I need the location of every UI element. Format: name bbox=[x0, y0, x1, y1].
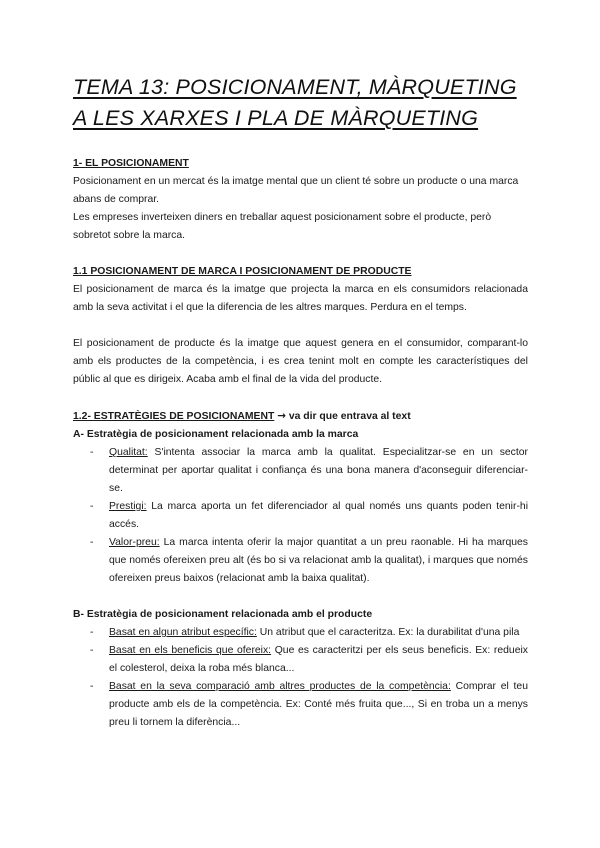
section-1-2-heading: 1.2- ESTRATÈGIES DE POSICIONAMENT bbox=[73, 411, 275, 422]
strategy-b-heading: B- Estratègia de posicionament relacionada amb el producte bbox=[73, 609, 373, 620]
list-item: - Valor-preu: La marca intenta oferir la major quantitat a un preu raonable. Hi ha marques que només ofereixen preu alt (és bo si va relacionat amb la qualitat), i marques que només ofereixen preus baixos (relacionat amb la baixa qualitat). bbox=[109, 534, 528, 588]
term-benefits: Basat en els beneficis que ofereix: bbox=[109, 645, 272, 656]
list-item: - Qualitat: S'intenta associar la marca amb la qualitat. Especialitzar-se en un sector determinat per aportar qualitat i confiança és una bona manera d'aconseguir diferenciar-se. bbox=[109, 444, 528, 498]
section-1-1-heading: 1.1 POSICIONAMENT DE MARCA I POSICIONAMENT DE PRODUCTE bbox=[73, 266, 412, 277]
strategy-b-list bbox=[73, 624, 528, 732]
term-comparison: Basat en la seva comparació amb altres productes de la competència: bbox=[109, 681, 451, 692]
document-body bbox=[73, 155, 528, 732]
term-attribute: Basat en algun atribut específic: bbox=[109, 627, 257, 638]
list-item: - Basat en algun atribut específic: Un atribut que el caracteritza. Ex: la durabilitat d'una pila bbox=[109, 624, 528, 642]
section-1-1-paragraph-1: El posicionament de marca és la imatge que projecta la marca en els consumidors relacionada amb la seva activitat i el que la diferencia de les altres marques. Perdura en el temps. bbox=[73, 284, 528, 313]
section-1-2-note: va dir que entrava al text bbox=[288, 411, 411, 422]
list-item: - Basat en els beneficis que ofereix: Que es caracteritzi per els seus beneficis. Ex: redueix el colesterol, deixa la roba més blanca... bbox=[109, 642, 528, 678]
document-title bbox=[73, 72, 543, 134]
title-line-2: A LES XARXES I PLA DE MÀRQUETING bbox=[73, 106, 479, 130]
term-quality: Qualitat: bbox=[109, 447, 148, 458]
section-1-paragraph-2: Les empreses inverteixen diners en treballar aquest posicionament sobre el producte, però sobretot sobre la marca. bbox=[73, 212, 492, 241]
list-item: - Basat en la seva comparació amb altres productes de la competència: Comprar el teu producte amb els de la competència. Ex: Conté més fruita que..., Si en troba un a menys preu li tornem la diferència... bbox=[109, 678, 528, 732]
term-prestige: Prestigi: bbox=[109, 501, 147, 512]
arrow-icon: → bbox=[277, 410, 286, 422]
section-1-paragraph-1: Posicionament en un mercat és la imatge mental que un client té sobre un producte o una marca abans de comprar. bbox=[73, 176, 519, 205]
title-line-1: TEMA 13: POSICIONAMENT, MÀRQUETING bbox=[73, 75, 517, 99]
term-value-price: Valor-preu: bbox=[109, 537, 160, 548]
section-1-2-heading-line bbox=[73, 407, 528, 426]
list-item: - Prestigi: La marca aporta un fet diferenciador al qual només uns quants poden tenir-hi accés. bbox=[109, 498, 528, 534]
section-1-heading: 1- EL POSICIONAMENT bbox=[73, 158, 189, 169]
section-1-1-paragraph-2: El posicionament de producte és la imatge que aquest genera en el consumidor, comparant-lo amb els productes de la competència, i es crea tenint molt en compte les característiques del públic al que es dirigeix. Acaba amb el final de la vida del producte. bbox=[73, 338, 528, 385]
strategy-a-heading: A- Estratègia de posicionament relacionada amb la marca bbox=[73, 429, 359, 440]
strategy-a-list bbox=[73, 444, 528, 588]
